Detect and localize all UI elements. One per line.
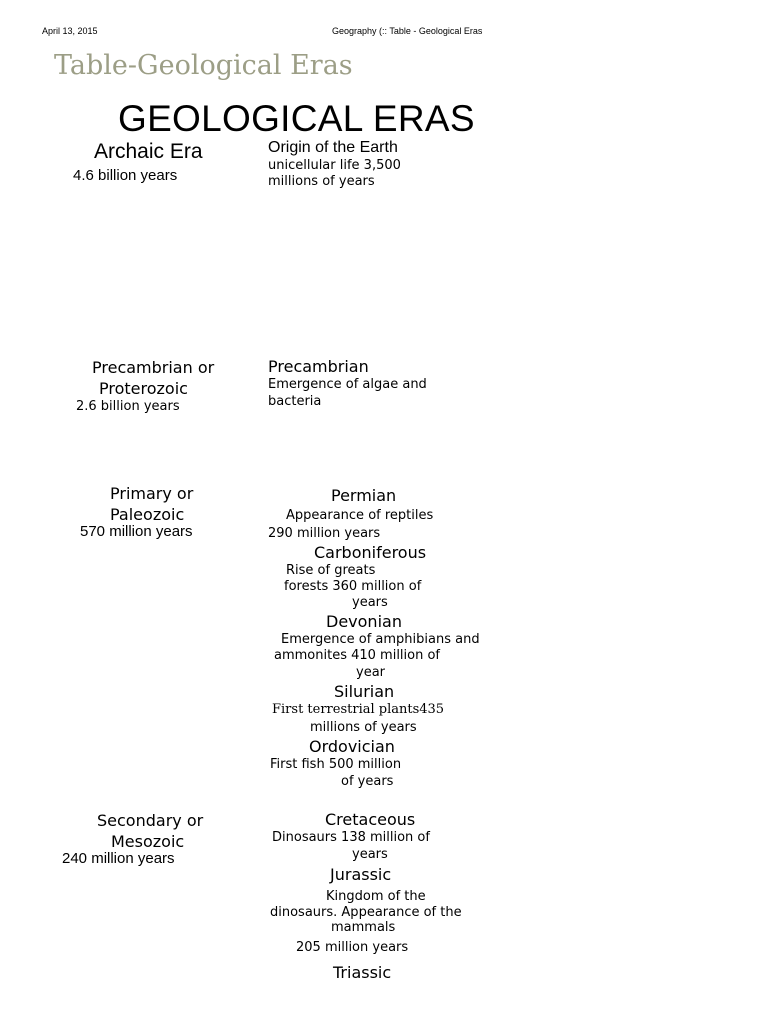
period-desc-carboniferous-line1: Rise of greats	[286, 563, 376, 578]
period-desc-jurassic-line1: Kingdom of the	[326, 889, 426, 904]
period-desc-permian-line2: 290 million years	[268, 526, 381, 541]
era-age-paleozoic: 570 million years	[80, 523, 193, 540]
period-desc-jurassic-line4: 205 million years	[296, 940, 409, 955]
period-desc-jurassic-line2: dinosaurs. Appearance of the	[270, 905, 462, 920]
period-desc-devonian-line3: year	[356, 665, 386, 680]
period-title-triassic: Triassic	[333, 963, 392, 982]
period-desc-ordovician-line2: of years	[341, 774, 394, 789]
period-title-silurian: Silurian	[334, 682, 395, 701]
period-desc-precambrian-line1: Emergence of algae and	[268, 377, 427, 392]
period-desc-precambrian-line2: bacteria	[268, 394, 322, 409]
era-name-archaic: Archaic Era	[94, 140, 203, 163]
period-desc-cretaceous-line1: Dinosaurs 138 million of	[272, 830, 430, 845]
print-date: April 13, 2015	[42, 26, 98, 36]
period-title-jurassic: Jurassic	[330, 865, 392, 884]
period-desc-origin-line1: unicellular life 3,500	[268, 158, 401, 173]
era-age-proterozoic: 2.6 billion years	[76, 399, 180, 414]
period-title-precambrian: Precambrian	[268, 357, 369, 376]
period-desc-ordovician-line1: First fish 500 million	[270, 757, 402, 772]
period-desc-permian-line1: Appearance of reptiles	[286, 508, 434, 523]
period-title-carboniferous: Carboniferous	[314, 543, 427, 562]
period-title-cretaceous: Cretaceous	[325, 810, 416, 829]
era-name-proterozoic-line1: Precambrian or	[92, 358, 215, 377]
era-name-mesozoic-line2: Mesozoic	[111, 832, 185, 851]
era-name-paleozoic-line1: Primary or	[110, 484, 194, 503]
period-desc-devonian-line1: Emergence of amphibians and	[281, 632, 480, 647]
page-heading: GEOLOGICAL ERAS	[118, 98, 475, 139]
period-desc-carboniferous-line2: forests 360 million of	[284, 579, 422, 594]
period-desc-devonian-line2: ammonites 410 million of	[274, 648, 441, 663]
period-desc-jurassic-line3: mammals	[331, 920, 396, 935]
era-name-proterozoic-line2: Proterozoic	[99, 379, 188, 398]
period-title-origin: Origin of the Earth	[268, 139, 398, 156]
period-desc-carboniferous-line3: years	[352, 595, 388, 610]
period-desc-silurian-line1: First terrestrial plants435	[272, 702, 445, 717]
era-name-mesozoic-line1: Secondary or	[97, 811, 204, 830]
site-title: Table-Geological Eras	[54, 50, 353, 81]
period-desc-silurian-line2: millions of years	[310, 720, 417, 735]
period-title-devonian: Devonian	[326, 612, 402, 631]
era-age-mesozoic: 240 million years	[62, 850, 175, 867]
print-page-title: Geography (:: Table - Geological Eras	[332, 26, 483, 36]
period-desc-cretaceous-line2: years	[352, 847, 388, 862]
era-name-paleozoic-line2: Paleozoic	[110, 505, 185, 524]
period-title-ordovician: Ordovician	[309, 737, 395, 756]
period-desc-origin-line2: millions of years	[268, 174, 375, 189]
era-age-archaic: 4.6 billion years	[73, 167, 178, 184]
period-title-permian: Permian	[331, 486, 397, 505]
